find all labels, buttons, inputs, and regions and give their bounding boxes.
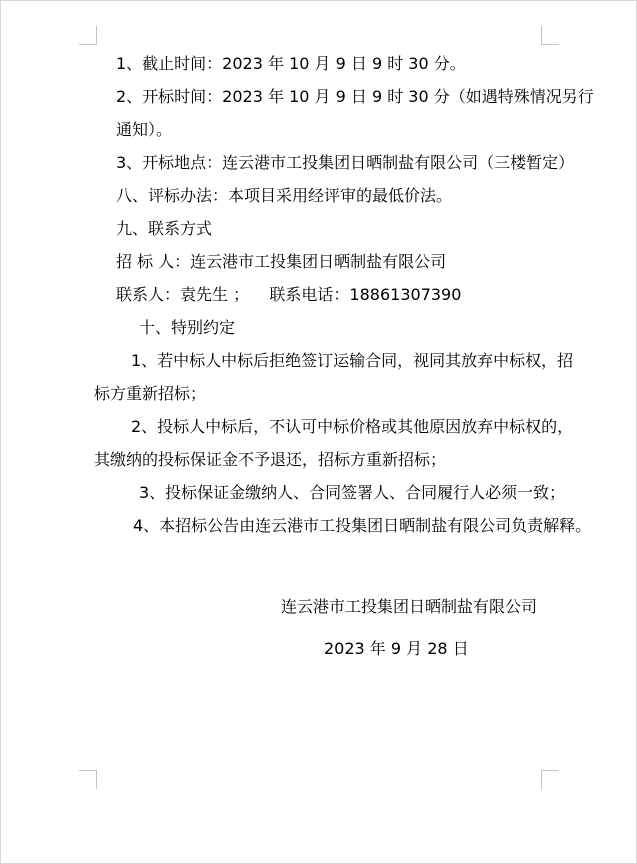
text-line-deadline-time: 1、截止时间：2023 年 10 月 9 日 9 时 30 分。 — [116, 54, 466, 73]
text-line-bid-opening-time-wrap: 通知）。 — [116, 120, 173, 139]
text-line-bid-opening-time: 2、开标时间：2023 年 10 月 9 日 9 时 30 分（如遇特殊情况另行 — [116, 87, 594, 106]
text-line-contact-person-phone: 联系人：袁先生 ； 联系电话：18861307390 — [116, 285, 462, 304]
text-line-contact-heading: 九、联系方式 — [116, 219, 213, 238]
text-line-special-terms-heading: 十、特别约定 — [139, 318, 236, 337]
text-line-special-term-4: 4、本招标公告由连云港市工投集团日晒制盐有限公司负责解释。 — [133, 516, 592, 535]
document-body — [1, 47, 637, 542]
text-line-special-term-3: 3、投标保证金缴纳人、合同签署人、合同履行人必须一致； — [139, 483, 566, 502]
crop-mark-top-left-icon — [79, 26, 97, 45]
crop-mark-bottom-right-icon — [541, 770, 559, 789]
crop-mark-top-right-icon — [541, 26, 559, 45]
text-line-evaluation-method: 八、评标办法：本项目采用经评审的最低价法。 — [116, 186, 453, 205]
crop-mark-bottom-left-icon — [79, 770, 97, 789]
text-line-special-term-1-wrap: 标方重新招标； — [94, 384, 207, 403]
text-line-special-term-2: 2、投标人中标后，不认可中标价格或其他原因放弃中标权的， — [131, 417, 574, 436]
signature-date: 2023 年 9 月 28 日 — [324, 639, 469, 658]
text-line-special-term-1: 1、若中标人中标后拒绝签订运输合同，视同其放弃中标权，招 — [131, 351, 574, 370]
text-line-bid-opening-place: 3、开标地点：连云港市工投集团日晒制盐有限公司（三楼暂定） — [116, 153, 575, 172]
text-line-special-term-2-wrap: 其缴纳的投标保证金不予退还，招标方重新招标； — [94, 450, 447, 469]
text-line-tenderer: 招 标 人：连云港市工投集团日晒制盐有限公司 — [116, 252, 447, 271]
signature-company: 连云港市工投集团日晒制盐有限公司 — [281, 597, 538, 616]
